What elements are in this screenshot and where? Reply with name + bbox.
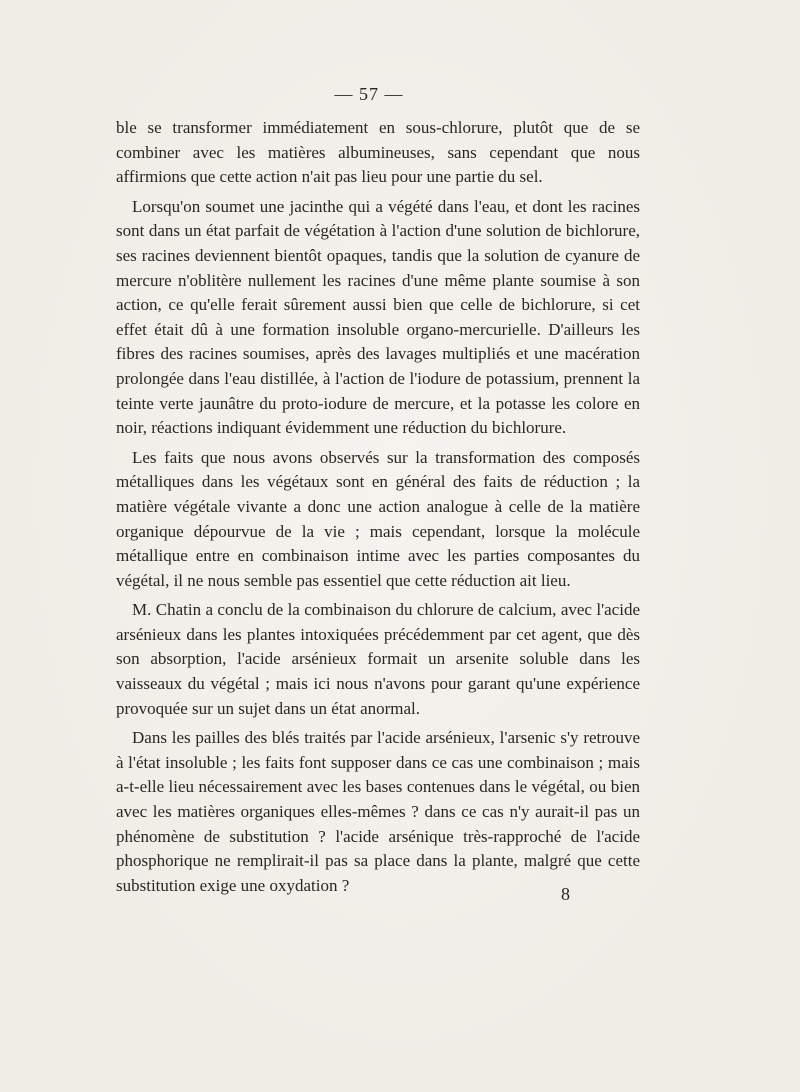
paragraph-continuation: ble se transformer immédiatement en sous-chlorure, plutôt que de se combiner avec les matières albumineuses, sans cependant que nous affirmions que cette action n'ait pas lieu pour une partie du sel. bbox=[116, 118, 640, 187]
paragraph-chatin: M. Chatin a conclu de la combinaison du chlorure de calcium, avec l'acide arsénieux dans les plantes intoxiquées précédemment par cet agent, que dès son absorption, l'acide arsénieux formait un arsenite soluble dans les vaisseaux du végétal ; mais ici nous n'avons pour garant qu'une expérience provoquée sur un sujet dans un état anormal. bbox=[116, 600, 640, 718]
paragraph-jacinthe: Lorsqu'on soumet une jacinthe qui a végété dans l'eau, et dont les racines sont dans un état parfait de végétation à l'action d'une solution de bichlorure, ses racines deviennent bientôt opaques, tandis que la solution de cyanure de mercure n'oblitère nullement les racines d'une même plante soumise à son action, ce qu'elle ferait sûrement aussi bien que celle de bichlorure, si cet effet était dû à une formation insoluble organo-mercurielle. D'ailleurs les fibres des racines soumises, après des lavages multipliés et une macération prolongée dans l'eau distillée, à l'action de l'iodure de potassium, prennent la teinte verte jaunâtre du proto-iodure de mercure, et la potasse les colore en noir, réactions indiquant évidemment une réduction du bichlorure. bbox=[116, 196, 640, 438]
body-text bbox=[116, 116, 640, 903]
paragraph-reduction: Les faits que nous avons observés sur la transformation des composés métalliques dans les végétaux sont en général des faits de réduction ; la matière végétale vivante a donc une action analogue à celle de la matière organique dépourvue de la vie ; mais cependant, lorsque la molécule métallique entre en combinaison intime avec les parties composantes du végétal, il ne nous semble pas essentiel que cette réduction ait lieu. bbox=[116, 447, 640, 590]
signature-mark: 8 bbox=[561, 884, 570, 904]
running-page-number: — 57 — bbox=[334, 84, 404, 104]
paragraph-pailles: Dans les pailles des blés traités par l'acide arsénieux, l'arsenic s'y retrouve à l'état insoluble ; les faits font supposer dans ce cas une combinaison ; mais a-t-elle lieu nécessairement avec les bases contenues dans le végétal, ou bien avec les matières organiques elles-mêmes ? dans ce cas n'y aurait-il pas un phénomène de substitution ? l'acide arsénique très-rapproché de l'acide phosphorique ne remplirait-il pas sa place dans la plante, malgré que cette substitution exige une oxydation ? bbox=[116, 728, 640, 895]
